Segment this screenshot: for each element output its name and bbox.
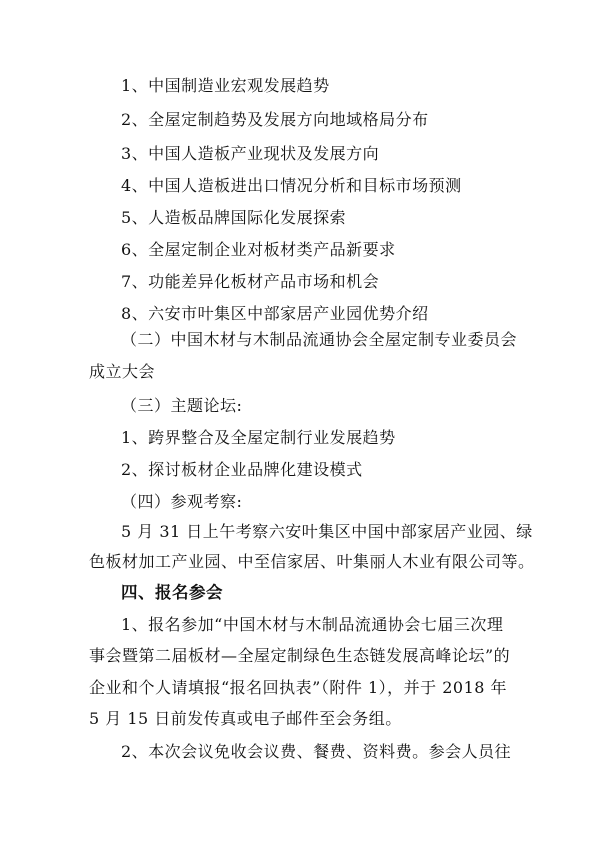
paragraph-line: 5 月 31 日上午考察六安叶集区中国中部家居产业园、绿 xyxy=(121,522,533,541)
list-item: 2、探讨板材企业品牌化建设模式 xyxy=(121,460,363,479)
paragraph-line: 色板材加工产业园、中至信家居、叶集丽人木业有限公司等。 xyxy=(89,552,535,571)
section-2-title: （二）中国木材与木制品流通协会全屋定制专业委员会 xyxy=(121,330,518,349)
section-3-title: （三）主题论坛: xyxy=(121,396,243,415)
list-item: 7、功能差异化板材产品市场和机会 xyxy=(121,272,380,291)
list-item: 3、中国人造板产业现状及发展方向 xyxy=(121,144,380,163)
paragraph-line: 5 月 15 日前发传真或电子邮件至会务组。 xyxy=(89,709,402,728)
paragraph-line: 2、本次会议免收会议费、餐费、资料费。参会人员往 xyxy=(121,742,512,761)
registration-heading: 四、报名参会 xyxy=(121,583,223,602)
list-item: 2、全屋定制趋势及发展方向地域格局分布 xyxy=(121,110,429,129)
list-item: 1、中国制造业宏观发展趋势 xyxy=(121,76,330,95)
section-2-title-continued: 成立大会 xyxy=(89,362,156,381)
paragraph-line: 1、报名参加“中国木材与木制品流通协会七届三次理 xyxy=(121,615,504,634)
list-item: 1、跨界整合及全屋定制行业发展趋势 xyxy=(121,428,396,447)
list-item: 5、人造板品牌国际化发展探索 xyxy=(121,208,347,227)
paragraph-line: 事会暨第二届板材—全屋定制绿色生态链发展高峰论坛”的 xyxy=(89,646,511,665)
paragraph-line: 企业和个人请填报“报名回执表”（附件 1），并于 2018 年 xyxy=(89,678,508,697)
section-4-title: （四）参观考察: xyxy=(121,492,243,511)
list-item: 6、全屋定制企业对板材类产品新要求 xyxy=(121,240,396,259)
list-item: 4、中国人造板进出口情况分析和目标市场预测 xyxy=(121,176,462,195)
list-item: 8、六安市叶集区中部家居产业园优势介绍 xyxy=(121,304,429,323)
